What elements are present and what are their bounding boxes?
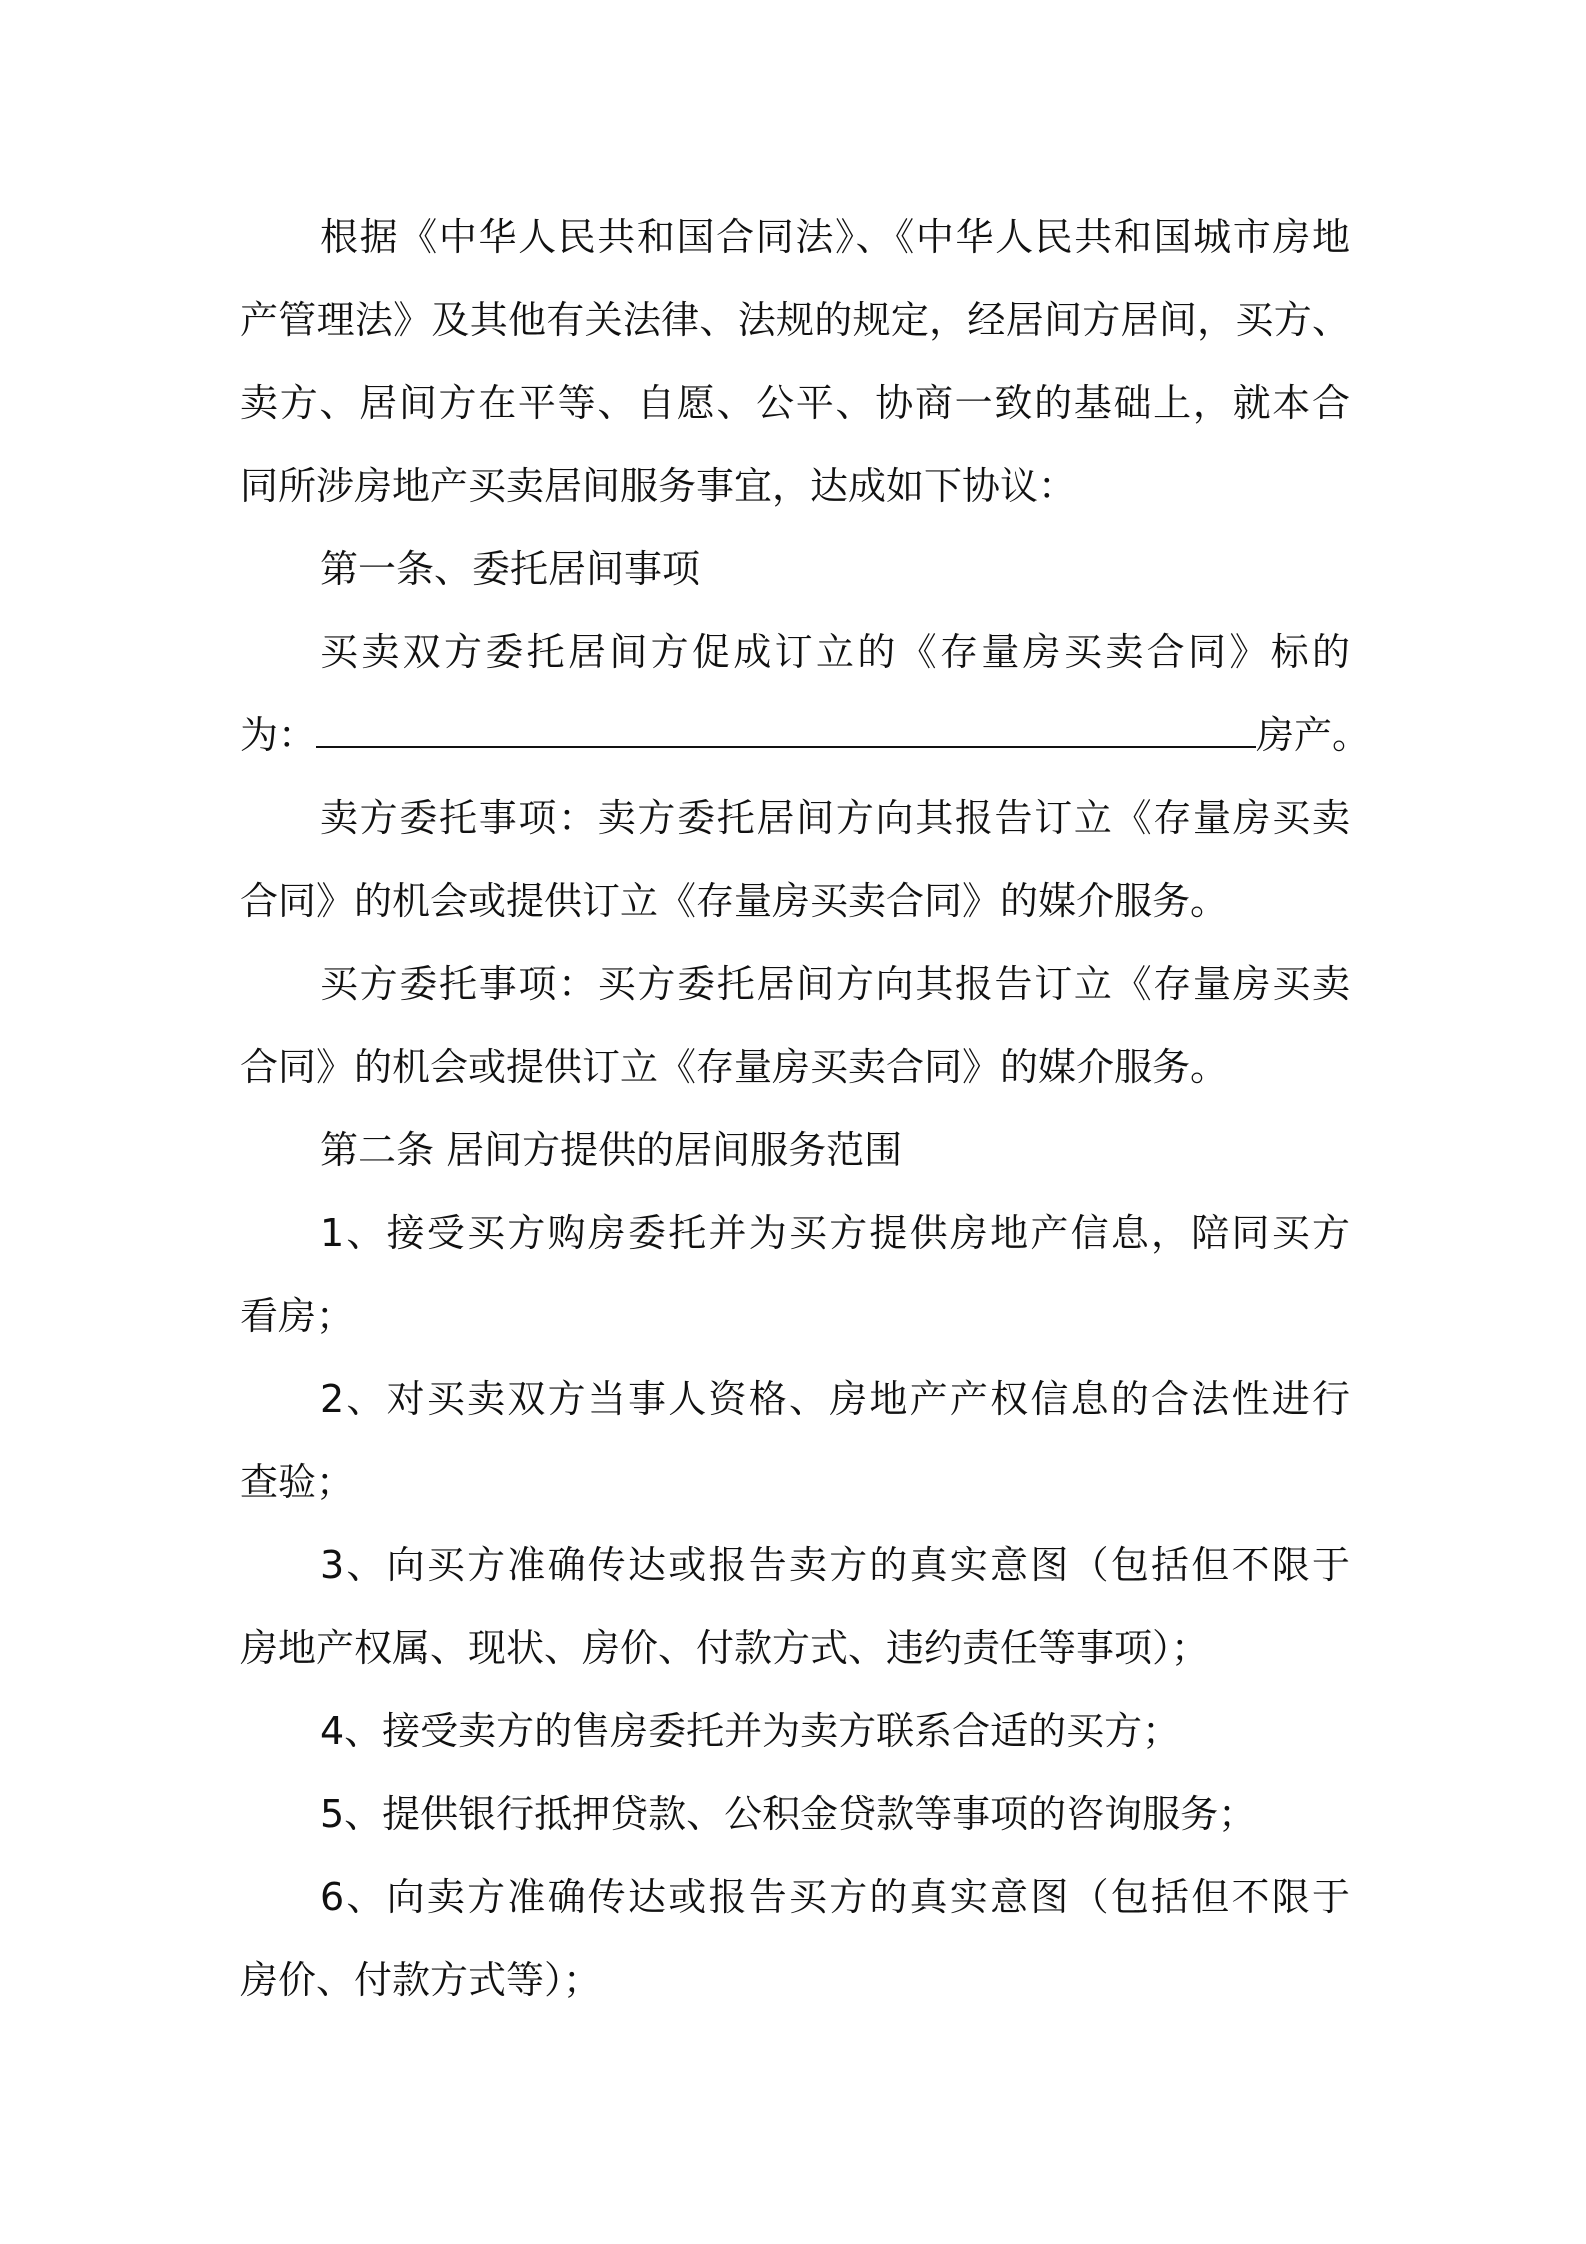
service-item-line: 4、接受卖方的售房委托并为卖方联系合适的买方； <box>320 1709 1181 1753</box>
service-item-line: 房价、付款方式等）； <box>240 1958 602 2002</box>
article-1-subject-field-line <box>240 694 1371 777</box>
seller-entrust-line: 合同》的机会或提供订立《存量房买卖合同》的媒介服务。 <box>240 879 1229 923</box>
service-item-line: 6、向卖方准确传达或报告买方的真实意图（包括但不限于 <box>320 1875 1350 1919</box>
buyer-entrust-line: 买方委托事项：买方委托居间方向其报告订立《存量房买卖 <box>320 962 1350 1006</box>
service-item-line: 查验； <box>240 1460 355 1504</box>
seller-entrust-line: 卖方委托事项：卖方委托居间方向其报告订立《存量房买卖 <box>320 796 1350 840</box>
service-item-line: 房地产权属、现状、房价、付款方式、违约责任等事项）； <box>240 1626 1210 1670</box>
intro-line: 产管理法》及其他有关法律、法规的规定，经居间方居间，买方、 <box>240 298 1350 342</box>
intro-line: 卖方、居间方在平等、自愿、公平、协商一致的基础上，就本合 <box>240 381 1350 425</box>
buyer-entrust-line: 合同》的机会或提供订立《存量房买卖合同》的媒介服务。 <box>240 1045 1229 1089</box>
article-2 <box>240 1109 1350 2022</box>
intro-line: 根据《中华人民共和国合同法》、《中华人民共和国城市房地 <box>320 215 1350 259</box>
contract-body <box>240 196 1371 2022</box>
service-item-line: 3、向买方准确传达或报告卖方的真实意图（包括但不限于 <box>320 1543 1350 1587</box>
property-blank-field[interactable] <box>316 696 1256 748</box>
article-2-heading: 第二条 居间方提供的居间服务范围 <box>320 1128 903 1172</box>
subject-prefix: 为： <box>240 713 317 757</box>
service-item-line: 看房； <box>240 1294 355 1338</box>
article-1 <box>240 528 1371 1109</box>
article-1-subject-line: 买卖双方委托居间方促成订立的《存量房买卖合同》标的 <box>320 630 1350 674</box>
service-item-line: 5、提供银行抵押贷款、公积金贷款等事项的咨询服务； <box>320 1792 1257 1836</box>
intro-line: 同所涉房地产买卖居间服务事宜，达成如下协议： <box>240 464 1077 508</box>
service-item-line: 2、对买卖双方当事人资格、房地产产权信息的合法性进行 <box>320 1377 1350 1421</box>
subject-suffix: 房产。 <box>1256 713 1371 757</box>
service-item-line: 1、接受买方购房委托并为买方提供房地产信息，陪同买方 <box>320 1211 1350 1255</box>
article-1-heading: 第一条、委托居间事项 <box>320 547 701 591</box>
intro-paragraph <box>240 196 1350 528</box>
